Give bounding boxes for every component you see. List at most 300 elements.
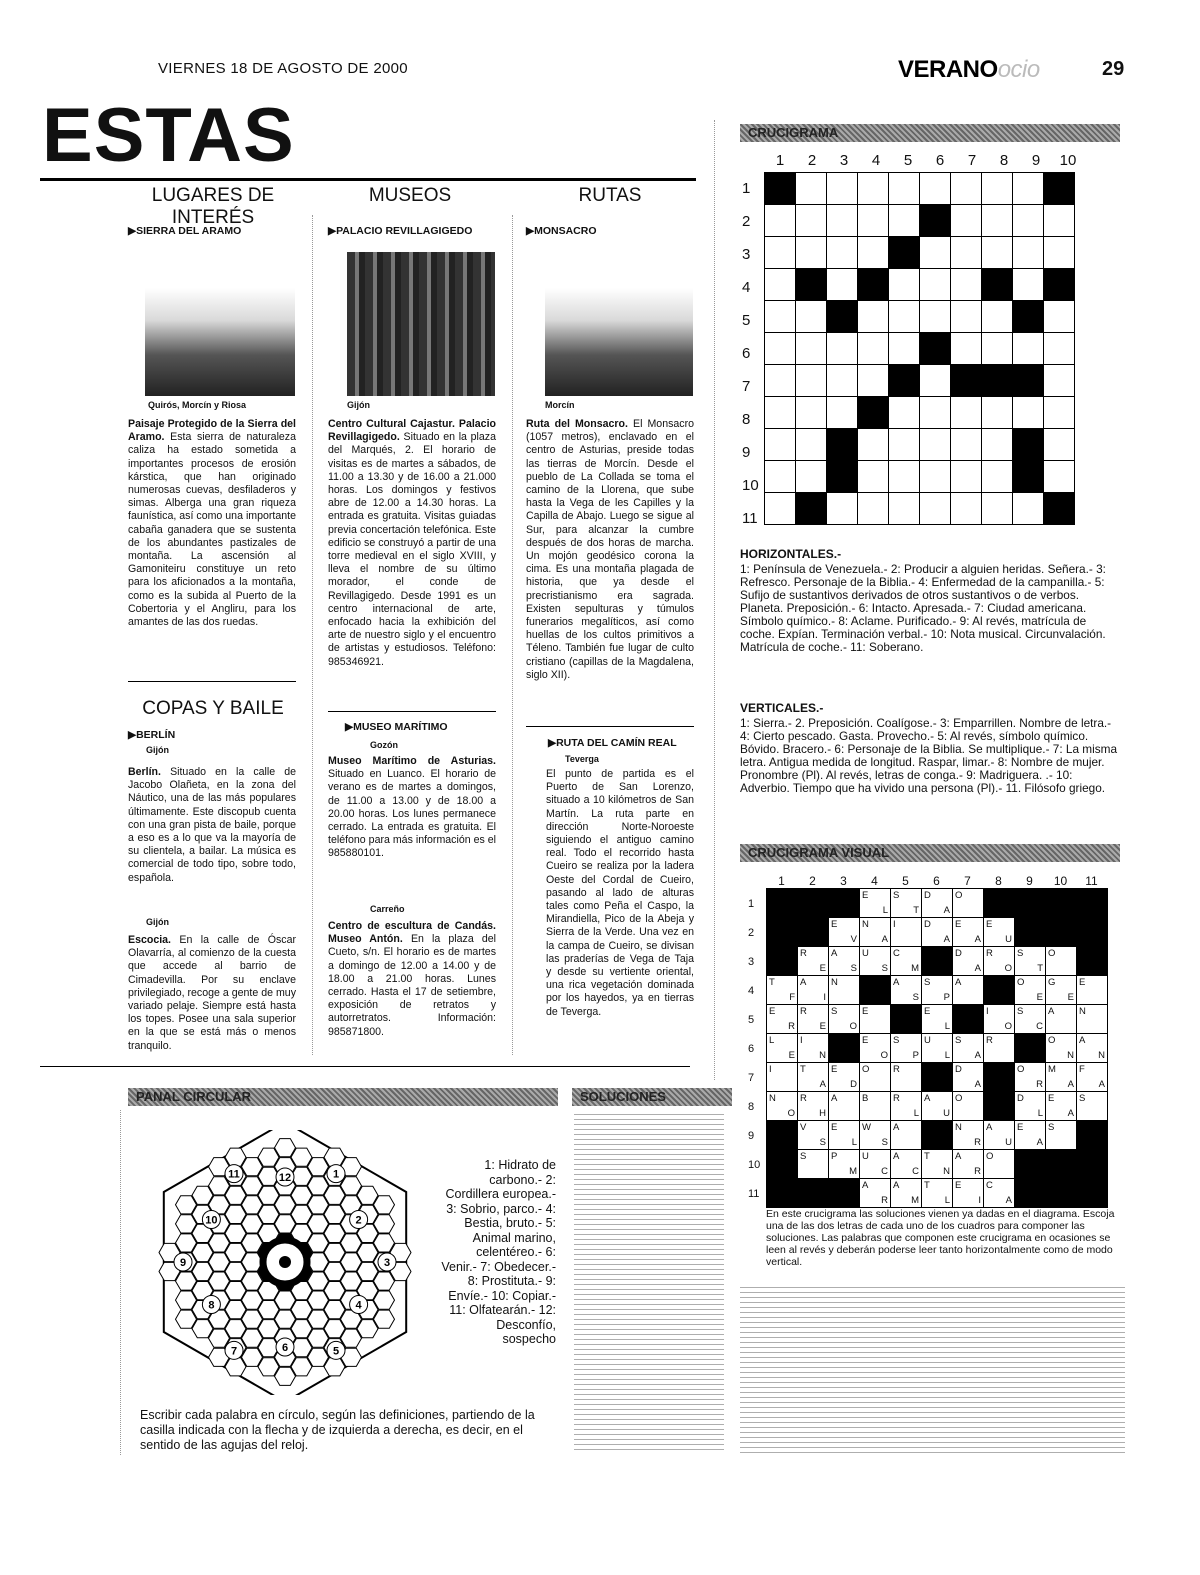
cell-letter: N bbox=[1067, 1050, 1074, 1061]
crossword-cell[interactable] bbox=[765, 205, 796, 237]
crossword-cell[interactable] bbox=[796, 205, 827, 237]
crossword-cell[interactable] bbox=[920, 301, 951, 333]
crossword-letter-cell[interactable] bbox=[922, 976, 953, 1005]
crossword-letter-cell[interactable] bbox=[1015, 1121, 1046, 1150]
crossword-cell[interactable] bbox=[858, 493, 889, 525]
crossword-letter-cell[interactable] bbox=[829, 1063, 860, 1092]
crossword-cell[interactable] bbox=[1044, 301, 1075, 333]
article-lead: Berlín. bbox=[128, 766, 161, 778]
col-number: 7 bbox=[964, 874, 971, 888]
crossword-row-numbers bbox=[742, 172, 759, 535]
crossword-cell[interactable] bbox=[827, 237, 858, 269]
cell-letter: T bbox=[924, 1180, 930, 1191]
crossword-cell[interactable] bbox=[827, 205, 858, 237]
crossword-cell[interactable] bbox=[765, 461, 796, 493]
crossword-cell[interactable] bbox=[858, 205, 889, 237]
crossword-cell[interactable] bbox=[796, 237, 827, 269]
crossword-cell[interactable] bbox=[889, 173, 920, 205]
crossword-letter-cell[interactable] bbox=[953, 1121, 984, 1150]
cell-letter: A bbox=[831, 1093, 838, 1104]
crossword-letter-cell[interactable] bbox=[767, 1005, 798, 1034]
crossword-cell[interactable] bbox=[765, 301, 796, 333]
crossword-cell[interactable] bbox=[951, 461, 982, 493]
crossword-letter-cell[interactable] bbox=[891, 1150, 922, 1179]
crossword-letter-cell[interactable] bbox=[798, 1150, 829, 1179]
crossword-cell[interactable] bbox=[1013, 397, 1044, 429]
place-label: Gozón bbox=[370, 740, 398, 750]
crossword-cell[interactable] bbox=[920, 493, 951, 525]
crossword-letter-cell[interactable] bbox=[829, 1121, 860, 1150]
crossword-black-cell bbox=[984, 1063, 1015, 1092]
crossword-cell[interactable] bbox=[982, 173, 1013, 205]
solutions-panel bbox=[574, 1112, 724, 1452]
crossword-letter-cell[interactable] bbox=[922, 918, 953, 947]
crossword-letter-cell[interactable] bbox=[1077, 1005, 1108, 1034]
crossword-letter-cell[interactable] bbox=[953, 889, 984, 918]
crossword-cell[interactable] bbox=[982, 429, 1013, 461]
crossword-cell[interactable] bbox=[765, 269, 796, 301]
crossword-black-cell bbox=[889, 365, 920, 397]
crossword-cell[interactable] bbox=[827, 269, 858, 301]
cell-letter: E bbox=[862, 1035, 869, 1046]
crossword-letter-cell[interactable] bbox=[1046, 1063, 1077, 1092]
crossword-letter-cell[interactable] bbox=[953, 918, 984, 947]
crossword-cell[interactable] bbox=[858, 429, 889, 461]
hexpuzzle-title: PANAL CIRCULAR bbox=[136, 1089, 252, 1104]
start-cell-number: 12 bbox=[278, 1172, 292, 1184]
crossword-letter-cell[interactable] bbox=[953, 1063, 984, 1092]
hex-cell[interactable] bbox=[374, 1196, 395, 1214]
crossword-letter-cell[interactable] bbox=[767, 1034, 798, 1063]
page-number: 29 bbox=[1102, 58, 1125, 80]
crossword-letter-cell[interactable] bbox=[1046, 1092, 1077, 1121]
cell-letter: E bbox=[862, 1006, 869, 1017]
solutions-titlebar bbox=[572, 1088, 732, 1106]
article-text: Situado en Luanco. El horario de verano es de martes a domingos, de 11.00 a 13.00 y de 18.00 a 20.00 horas. Los lunes permanece cerrado. La entrada es gratuita. El teléfono para más información es el 985880101. bbox=[328, 768, 496, 860]
crossword-black-cell bbox=[1015, 889, 1046, 918]
row-number: 2 bbox=[748, 927, 755, 939]
place-label: Gijón bbox=[146, 917, 169, 927]
crossword-letter-cell[interactable] bbox=[891, 1121, 922, 1150]
crossword-letter-cell[interactable] bbox=[1015, 1005, 1046, 1034]
crossword2-grid[interactable] bbox=[766, 888, 1108, 1208]
cell-letter: R bbox=[800, 1006, 807, 1017]
crossword-letter-cell[interactable] bbox=[860, 918, 891, 947]
section-brand bbox=[898, 56, 1040, 84]
crossword-cell[interactable] bbox=[827, 493, 858, 525]
cell-letter: R bbox=[800, 948, 807, 959]
crossword-cell[interactable] bbox=[858, 333, 889, 365]
crossword-cell[interactable] bbox=[889, 205, 920, 237]
article-lead: Centro Cultural Cajastur. Palacio Revillagigedo. bbox=[328, 418, 496, 444]
cell-letter: R bbox=[800, 1093, 807, 1104]
crossword-black-cell bbox=[1046, 1179, 1077, 1208]
cell-letter: R bbox=[1036, 1079, 1043, 1090]
crossword-cell[interactable] bbox=[796, 173, 827, 205]
cell-letter: L bbox=[913, 1108, 919, 1119]
cell-letter: E bbox=[1017, 1122, 1024, 1133]
crossword-letter-cell[interactable] bbox=[953, 947, 984, 976]
crossword-black-cell bbox=[1046, 889, 1077, 918]
crossword-black-cell bbox=[1013, 429, 1044, 461]
crossword-cell[interactable] bbox=[1013, 237, 1044, 269]
crossword-letter-cell[interactable] bbox=[922, 1092, 953, 1121]
crossword-cell[interactable] bbox=[765, 397, 796, 429]
subhead-camin-real: ▶ RUTA DEL CAMÍN REAL bbox=[548, 737, 677, 749]
crossword-cell[interactable] bbox=[1013, 333, 1044, 365]
cell-letter: N bbox=[943, 1166, 950, 1177]
crossword-cell[interactable] bbox=[827, 333, 858, 365]
crossword-cell[interactable] bbox=[1044, 205, 1075, 237]
cell-letter: A bbox=[1067, 1079, 1074, 1090]
crossword-letter-cell[interactable] bbox=[798, 1092, 829, 1121]
crossword-cell[interactable] bbox=[951, 397, 982, 429]
crossword-cell[interactable] bbox=[1013, 173, 1044, 205]
cell-letter: E bbox=[831, 1122, 838, 1133]
crossword-letter-cell[interactable] bbox=[798, 1034, 829, 1063]
crossword-cell[interactable] bbox=[827, 397, 858, 429]
crossword-letter-cell[interactable] bbox=[891, 976, 922, 1005]
cell-letter: F bbox=[789, 992, 795, 1003]
crossword-cell[interactable] bbox=[827, 365, 858, 397]
crossword-letter-cell[interactable] bbox=[984, 1150, 1015, 1179]
cell-letter: E bbox=[769, 1006, 776, 1017]
col-number: 2 bbox=[809, 874, 816, 888]
crossword-black-cell bbox=[984, 976, 1015, 1005]
crossword-cell[interactable] bbox=[827, 173, 858, 205]
cell-letter: A bbox=[1048, 1006, 1055, 1017]
crossword-cell[interactable] bbox=[1044, 429, 1075, 461]
crossword-letter-cell[interactable] bbox=[953, 1034, 984, 1063]
cell-letter: E bbox=[1036, 992, 1043, 1003]
crossword-black-cell bbox=[767, 1150, 798, 1179]
issue-date: VIERNES 18 DE AGOSTO DE 2000 bbox=[158, 60, 408, 77]
photo-caption: Gijón bbox=[347, 400, 370, 410]
section-copas: COPAS Y BAILE bbox=[142, 698, 284, 719]
hexpuzzle-board[interactable] bbox=[140, 1130, 430, 1395]
crossword-cell[interactable] bbox=[920, 461, 951, 493]
crossword-letter-cell[interactable] bbox=[767, 976, 798, 1005]
cell-letter: R bbox=[974, 1166, 981, 1177]
crossword-cell[interactable] bbox=[765, 333, 796, 365]
crossword-cell[interactable] bbox=[889, 429, 920, 461]
cell-letter: M bbox=[1048, 1064, 1056, 1075]
crossword-cell[interactable] bbox=[765, 493, 796, 525]
crossword-letter-cell[interactable] bbox=[860, 1092, 891, 1121]
crossword-cell[interactable] bbox=[982, 493, 1013, 525]
section-museos: MUSEOS bbox=[368, 185, 452, 206]
crossword-letter-cell[interactable] bbox=[798, 1121, 829, 1150]
crossword-letter-cell[interactable] bbox=[860, 1063, 891, 1092]
crossword-cell[interactable] bbox=[1044, 397, 1075, 429]
crossword-letter-cell[interactable] bbox=[860, 947, 891, 976]
crossword-letter-cell[interactable] bbox=[798, 1005, 829, 1034]
crossword-cell[interactable] bbox=[982, 237, 1013, 269]
crossword-cell[interactable] bbox=[1044, 333, 1075, 365]
cell-letter: S bbox=[893, 890, 900, 901]
crossword-cell[interactable] bbox=[982, 461, 1013, 493]
crossword-letter-cell[interactable] bbox=[860, 1005, 891, 1034]
crossword-cell[interactable] bbox=[889, 333, 920, 365]
crossword-letter-cell[interactable] bbox=[1046, 1005, 1077, 1034]
crossword-cell[interactable] bbox=[765, 365, 796, 397]
crossword-cell[interactable] bbox=[858, 301, 889, 333]
crossword-letter-cell[interactable] bbox=[922, 889, 953, 918]
cell-letter: O bbox=[1004, 963, 1012, 974]
crossword-letter-cell[interactable] bbox=[891, 889, 922, 918]
crossword-letter-cell[interactable] bbox=[891, 1063, 922, 1092]
crossword-letter-cell[interactable] bbox=[798, 947, 829, 976]
cell-letter: A bbox=[893, 1122, 900, 1133]
crossword-letter-cell[interactable] bbox=[984, 1121, 1015, 1150]
crossword-letter-cell[interactable] bbox=[1046, 1121, 1077, 1150]
crossword-cell[interactable] bbox=[920, 397, 951, 429]
cell-letter: C bbox=[893, 948, 900, 959]
crossword-cell[interactable] bbox=[889, 397, 920, 429]
cell-letter: L bbox=[944, 1050, 950, 1061]
crossword-cell[interactable] bbox=[889, 269, 920, 301]
photo-sierra-aramo bbox=[145, 288, 295, 396]
cell-letter: R bbox=[893, 1064, 900, 1075]
crossword-black-cell bbox=[798, 918, 829, 947]
start-cell-number: 6 bbox=[281, 1342, 289, 1354]
crossword-letter-cell[interactable] bbox=[891, 1092, 922, 1121]
crossword-cell[interactable] bbox=[796, 301, 827, 333]
crossword-cell[interactable] bbox=[951, 205, 982, 237]
crossword-cell[interactable] bbox=[765, 429, 796, 461]
crossword-cell[interactable] bbox=[982, 333, 1013, 365]
crossword-black-cell bbox=[796, 493, 827, 525]
row-number: 3 bbox=[742, 246, 751, 263]
crossword-cell[interactable] bbox=[889, 301, 920, 333]
row-number: 9 bbox=[748, 1130, 755, 1142]
crossword-cell[interactable] bbox=[889, 493, 920, 525]
col-number: 2 bbox=[807, 152, 817, 169]
cell-letter: E bbox=[831, 1064, 838, 1075]
crossword-cell[interactable] bbox=[858, 173, 889, 205]
cell-letter: L bbox=[1037, 1108, 1043, 1119]
hexpuzzle-instructions: Escribir cada palabra en círculo, según las definiciones, partiendo de la casilla indicada con la flecha y de izquierda a derecha, es decir, en el sentido de las agujas del reloj. bbox=[140, 1408, 535, 1452]
crossword-letter-cell[interactable] bbox=[922, 1034, 953, 1063]
crossword-letter-cell[interactable] bbox=[1046, 1034, 1077, 1063]
cell-letter: A bbox=[819, 1079, 826, 1090]
crossword-letter-cell[interactable] bbox=[798, 976, 829, 1005]
crossword-letter-cell[interactable] bbox=[984, 1179, 1015, 1208]
solutions-title: SOLUCIONES bbox=[580, 1089, 666, 1104]
crossword-letter-cell[interactable] bbox=[1015, 1092, 1046, 1121]
start-cell-number: 1 bbox=[332, 1168, 340, 1181]
crossword-grid[interactable] bbox=[764, 172, 1075, 525]
crossword-cell[interactable] bbox=[796, 461, 827, 493]
crossword-cell[interactable] bbox=[982, 301, 1013, 333]
crossword-black-cell bbox=[829, 1179, 860, 1208]
crossword-letter-cell[interactable] bbox=[1015, 947, 1046, 976]
crossword-cell[interactable] bbox=[920, 365, 951, 397]
crossword-black-cell bbox=[1077, 947, 1108, 976]
crossword-letter-cell[interactable] bbox=[860, 889, 891, 918]
hex-cell[interactable] bbox=[374, 1291, 395, 1309]
crossword-letter-cell[interactable] bbox=[953, 1179, 984, 1208]
cell-letter: R bbox=[881, 1195, 888, 1206]
crossword-cell[interactable] bbox=[858, 461, 889, 493]
col-number: 8 bbox=[999, 152, 1009, 169]
crossword-cell[interactable] bbox=[858, 237, 889, 269]
hex-cell[interactable] bbox=[374, 1310, 395, 1328]
crossword-cell[interactable] bbox=[1013, 205, 1044, 237]
crossword-cell[interactable] bbox=[951, 429, 982, 461]
crossword-letter-cell[interactable] bbox=[1077, 976, 1108, 1005]
crossword-cell[interactable] bbox=[920, 173, 951, 205]
crossword-title: CRUCIGRAMA bbox=[748, 125, 839, 140]
row-number: 1 bbox=[748, 898, 755, 910]
col-number: 4 bbox=[871, 874, 878, 888]
crossword-black-cell bbox=[1013, 301, 1044, 333]
crossword-letter-cell[interactable] bbox=[1046, 976, 1077, 1005]
crossword-letter-cell[interactable] bbox=[767, 1063, 798, 1092]
crossword-titlebar bbox=[740, 124, 1120, 142]
crossword-letter-cell[interactable] bbox=[860, 1150, 891, 1179]
crossword-cell[interactable] bbox=[951, 237, 982, 269]
cell-letter: E bbox=[1048, 1093, 1055, 1104]
hex-cell[interactable] bbox=[374, 1215, 395, 1233]
subhead-monsacro: ▶ MONSACRO bbox=[526, 225, 701, 237]
crossword-letter-cell[interactable] bbox=[860, 1179, 891, 1208]
cell-letter: P bbox=[943, 992, 950, 1003]
crossword-cell[interactable] bbox=[1044, 237, 1075, 269]
crossword-letter-cell[interactable] bbox=[922, 1005, 953, 1034]
crossword-black-cell bbox=[1015, 918, 1046, 947]
crossword-black-cell bbox=[827, 429, 858, 461]
article-lead: Ruta del Monsacro. bbox=[526, 418, 628, 430]
crossword-cell[interactable] bbox=[796, 397, 827, 429]
article-berlin bbox=[128, 766, 296, 885]
crossword-letter-cell[interactable] bbox=[891, 1179, 922, 1208]
cell-letter: E bbox=[986, 919, 993, 930]
crossword-cell[interactable] bbox=[796, 365, 827, 397]
cell-letter: S bbox=[893, 1035, 900, 1046]
crossword-letter-cell[interactable] bbox=[984, 947, 1015, 976]
col-number: 9 bbox=[1031, 152, 1041, 169]
cell-letter: A bbox=[943, 934, 950, 945]
crossword-cell[interactable] bbox=[951, 269, 982, 301]
crossword-cell[interactable] bbox=[920, 269, 951, 301]
crossword-letter-cell[interactable] bbox=[798, 1063, 829, 1092]
crossword-letter-cell[interactable] bbox=[829, 1005, 860, 1034]
crossword-letter-cell[interactable] bbox=[1046, 947, 1077, 976]
cell-letter: A bbox=[1067, 1108, 1074, 1119]
crossword-cell[interactable] bbox=[951, 173, 982, 205]
crossword-letter-cell[interactable] bbox=[1015, 1063, 1046, 1092]
crossword-letter-cell[interactable] bbox=[1077, 1063, 1108, 1092]
cell-letter: L bbox=[882, 905, 888, 916]
cell-letter: V bbox=[850, 934, 857, 945]
row-number: 4 bbox=[742, 279, 751, 296]
start-cell-number: 7 bbox=[230, 1345, 238, 1358]
start-cell-number: 4 bbox=[355, 1299, 362, 1312]
crossword-cell[interactable] bbox=[796, 429, 827, 461]
cell-letter: C bbox=[986, 1180, 993, 1191]
crossword-letter-cell[interactable] bbox=[829, 947, 860, 976]
crossword-letter-cell[interactable] bbox=[860, 1121, 891, 1150]
crossword-cell[interactable] bbox=[1013, 269, 1044, 301]
cell-letter: T bbox=[800, 1064, 806, 1075]
crossword-letter-cell[interactable] bbox=[829, 1150, 860, 1179]
crossword-cell[interactable] bbox=[920, 237, 951, 269]
crossword-letter-cell[interactable] bbox=[922, 1179, 953, 1208]
row-number: 8 bbox=[742, 411, 751, 428]
column-divider bbox=[312, 215, 313, 1055]
crossword-letter-cell[interactable] bbox=[984, 1005, 1015, 1034]
crossword-cell[interactable] bbox=[982, 205, 1013, 237]
cell-letter: A bbox=[893, 1180, 900, 1191]
crossword-letter-cell[interactable] bbox=[767, 1092, 798, 1121]
divider bbox=[328, 711, 496, 712]
cell-letter: C bbox=[1036, 1021, 1043, 1032]
cell-letter: S bbox=[881, 1137, 888, 1148]
crossword-black-cell bbox=[889, 237, 920, 269]
crossword-cell[interactable] bbox=[951, 333, 982, 365]
crossword-letter-cell[interactable] bbox=[891, 918, 922, 947]
crossword-letter-cell[interactable] bbox=[984, 918, 1015, 947]
crossword-black-cell bbox=[1046, 918, 1077, 947]
crossword-cell[interactable] bbox=[765, 237, 796, 269]
crossword-letter-cell[interactable] bbox=[953, 1150, 984, 1179]
crossword-black-cell bbox=[922, 947, 953, 976]
crossword-cell[interactable] bbox=[889, 461, 920, 493]
crossword-letter-cell[interactable] bbox=[1077, 1034, 1108, 1063]
cell-letter: A bbox=[924, 1093, 931, 1104]
crossword-cell[interactable] bbox=[951, 493, 982, 525]
crossword-cell[interactable] bbox=[1013, 493, 1044, 525]
crossword-cell[interactable] bbox=[951, 301, 982, 333]
crossword-cell[interactable] bbox=[982, 397, 1013, 429]
cell-letter: T bbox=[769, 977, 775, 988]
article-text: En la plaza del Cueto, s/n. El horario es de martes a domingo de 12.00 a 14.00 y de 18.00 a 21.00 horas. Lunes cerrado. Hasta el 17 de setiembre, exposición de retratos y autorretratos. Información: 985871800. bbox=[328, 933, 496, 1038]
crossword-letter-cell[interactable] bbox=[891, 1034, 922, 1063]
crossword-letter-cell[interactable] bbox=[829, 976, 860, 1005]
cell-letter: M bbox=[911, 1195, 919, 1206]
crossword-letter-cell[interactable] bbox=[829, 918, 860, 947]
row-number: 7 bbox=[742, 378, 751, 395]
cell-letter: A bbox=[831, 948, 838, 959]
crossword-letter-cell[interactable] bbox=[1015, 976, 1046, 1005]
crossword-letter-cell[interactable] bbox=[891, 947, 922, 976]
cell-letter: F bbox=[1079, 1064, 1085, 1075]
cell-letter: A bbox=[955, 1151, 962, 1162]
crossword-letter-cell[interactable] bbox=[829, 1092, 860, 1121]
col-number: 6 bbox=[935, 152, 945, 169]
cell-letter: S bbox=[924, 977, 931, 988]
crossword-letter-cell[interactable] bbox=[953, 976, 984, 1005]
crossword-black-cell bbox=[796, 269, 827, 301]
crossword-letter-cell[interactable] bbox=[953, 1092, 984, 1121]
cell-letter: R bbox=[974, 1137, 981, 1148]
col-number: 3 bbox=[840, 874, 847, 888]
crossword-cell[interactable] bbox=[1044, 365, 1075, 397]
crossword-cell[interactable] bbox=[1044, 461, 1075, 493]
crossword-letter-cell[interactable] bbox=[860, 1034, 891, 1063]
crossword-cell[interactable] bbox=[858, 365, 889, 397]
crossword-letter-cell[interactable] bbox=[922, 1150, 953, 1179]
cell-letter: A bbox=[893, 1151, 900, 1162]
center-dot bbox=[279, 1256, 291, 1268]
crossword-cell[interactable] bbox=[920, 429, 951, 461]
crossword-letter-cell[interactable] bbox=[1077, 1092, 1108, 1121]
crossword-letter-cell[interactable] bbox=[984, 1034, 1015, 1063]
crossword-cell[interactable] bbox=[796, 333, 827, 365]
cell-letter: A bbox=[1098, 1079, 1105, 1090]
crossword-black-cell bbox=[798, 889, 829, 918]
